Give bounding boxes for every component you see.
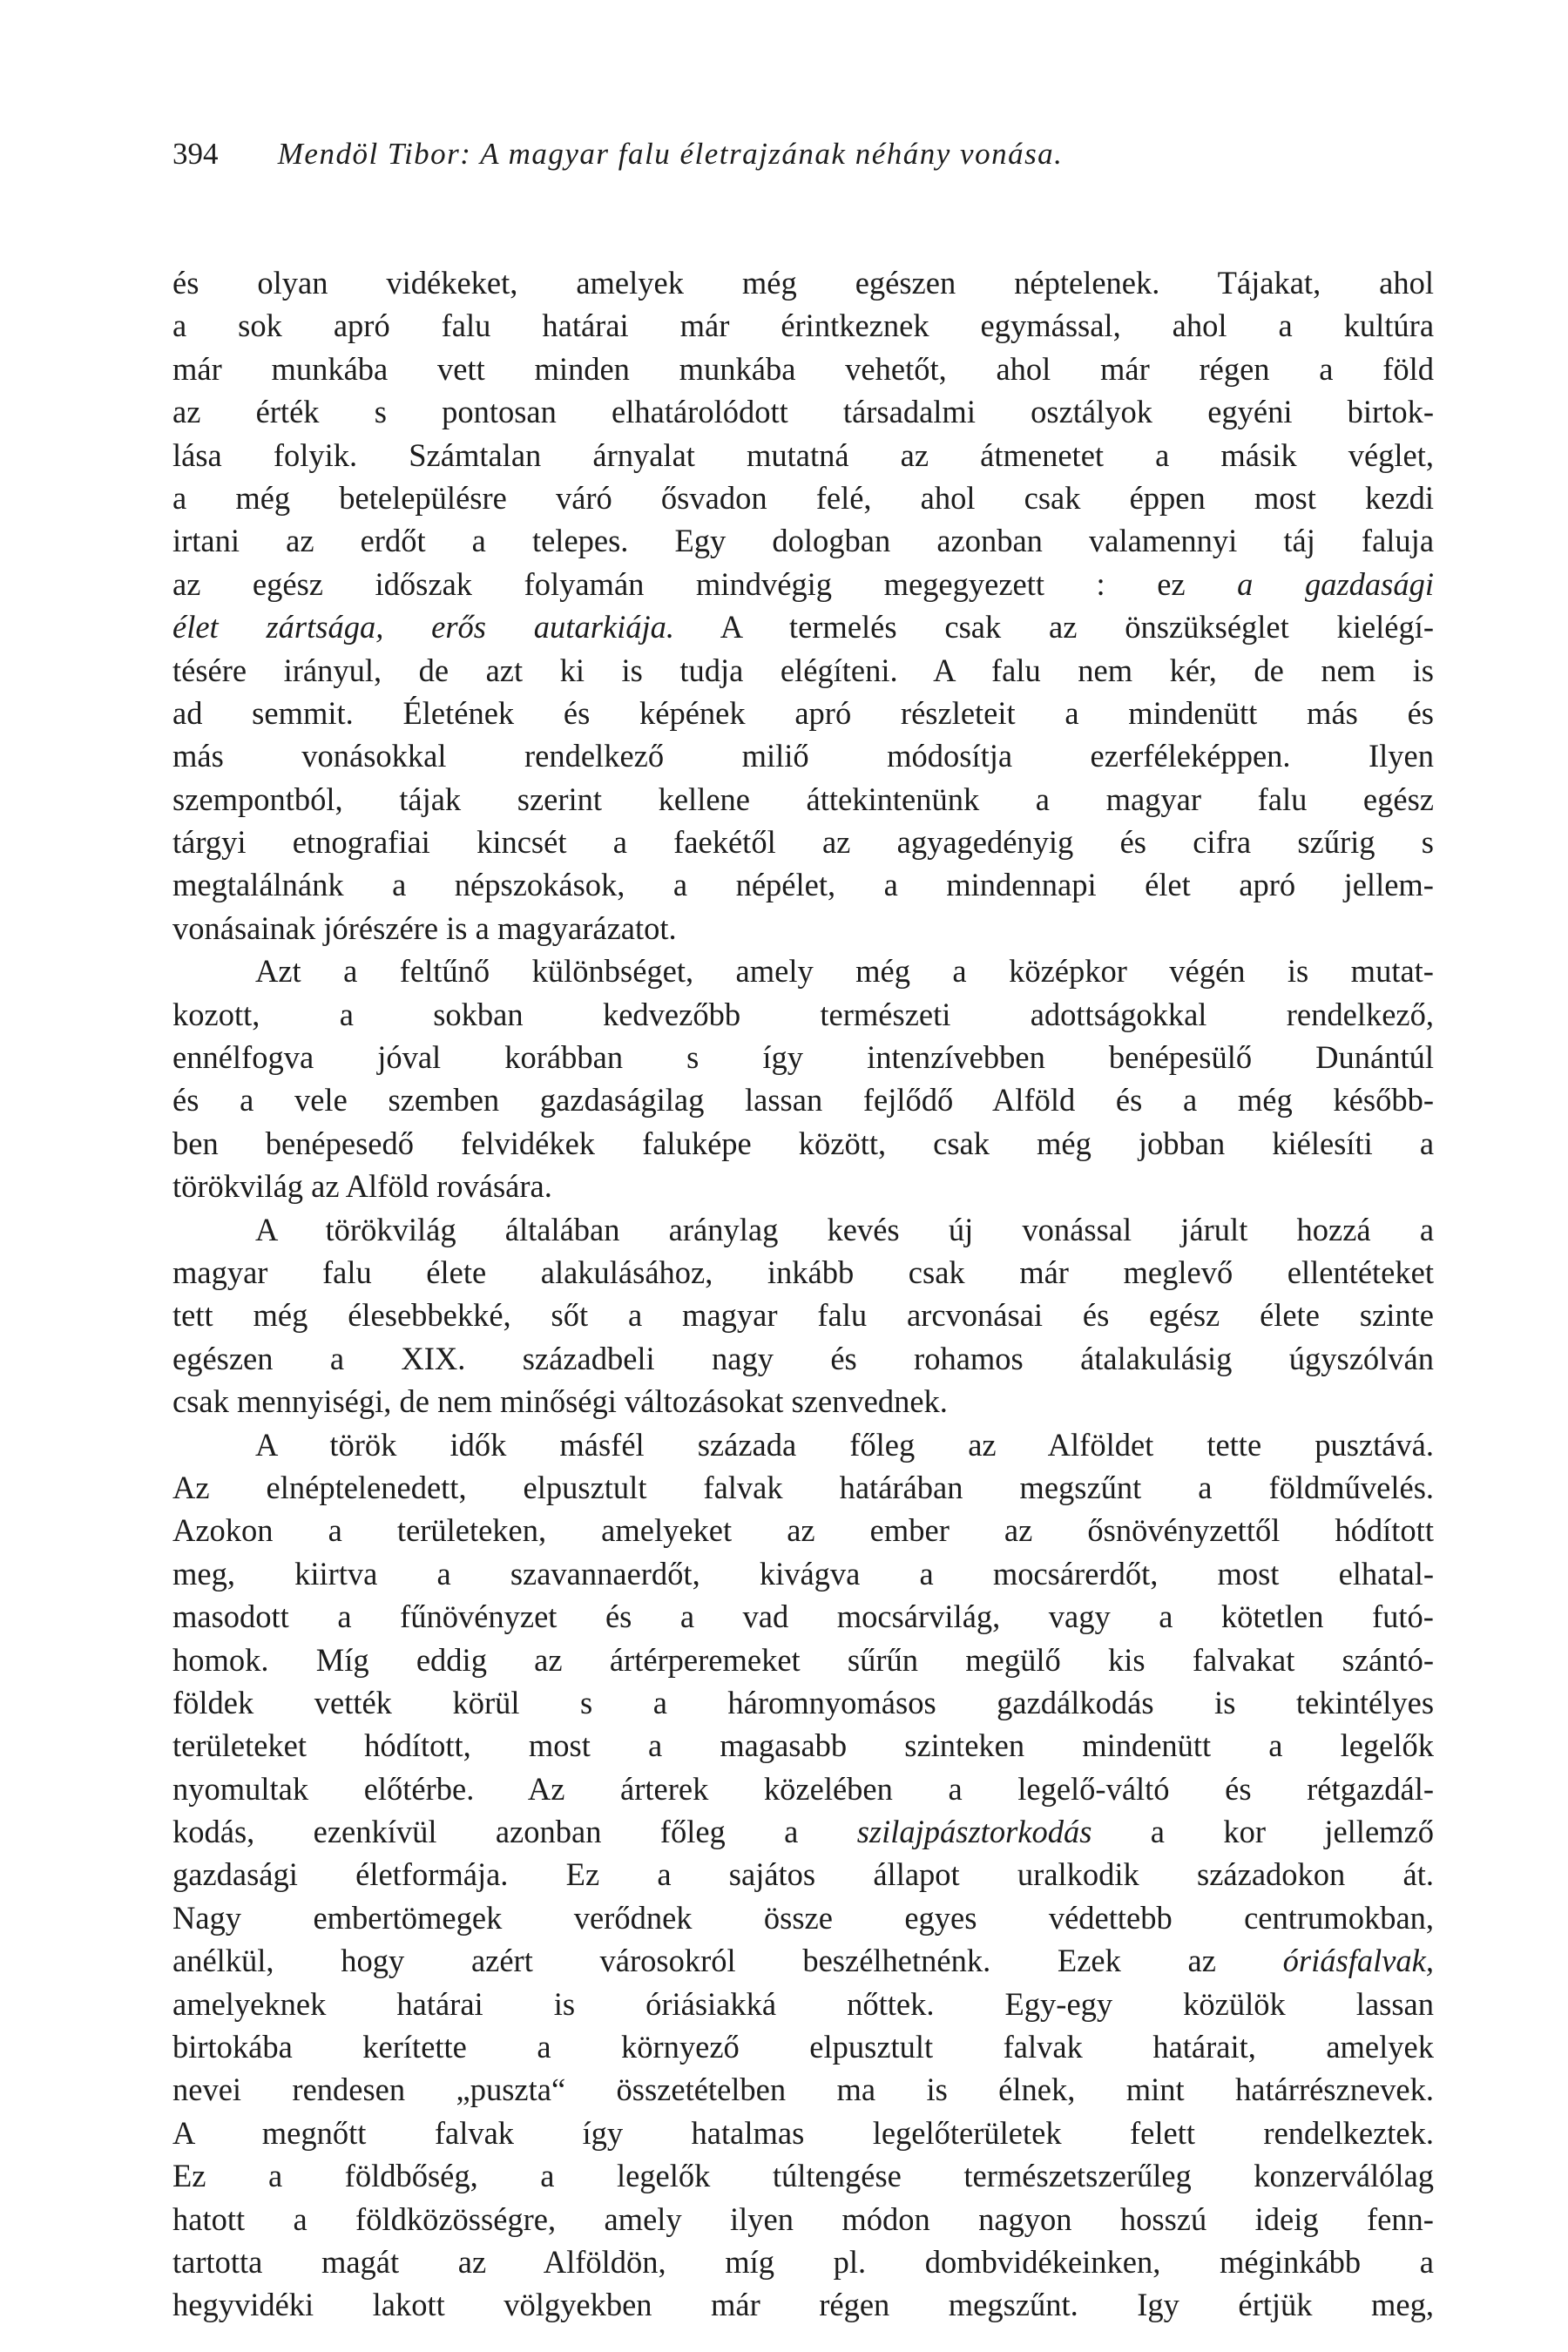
- text-line: [172, 692, 1434, 734]
- text-line: [172, 734, 1434, 777]
- text-line: [172, 390, 1434, 433]
- line-text: Az elnéptelenedett, elpusztult falvak határában megszűnt a földművelés.: [172, 1469, 1435, 1505]
- text-line: [172, 778, 1434, 821]
- running-title: Mendöl Tibor: A magyar falu életrajzának néhány vonása.: [277, 137, 1064, 171]
- text-line: [172, 476, 1434, 519]
- italic-span: élet zártsága, erős autarkiája.: [172, 609, 675, 645]
- line-text: az egész időszak folyamán mindvégig megegyezett : ez: [172, 565, 1238, 602]
- text-line: [172, 605, 1434, 648]
- line-text: anélkül, hogy azért városokról beszélhetnénk. Ezek az: [172, 1943, 1283, 1979]
- text-line: [172, 863, 1434, 906]
- text-line: [172, 434, 1434, 476]
- line-text: már munkába vett minden munkába vehetőt, ahol már régen a föld: [172, 350, 1434, 387]
- line-text: homok. Míg eddig az ártérperemeket sűrűn megülő kis falvakat szántó-: [172, 1641, 1435, 1678]
- line-text: az érték s pontosan elhatárolódott társadalmi osztályok egyéni birtok-: [172, 394, 1435, 430]
- line-text: megtalálnánk a népszokások, a népélet, a mindennapi élet apró jellem-: [172, 867, 1434, 903]
- text-line: [172, 1165, 1434, 1207]
- line-text: egészen a XIX. századbeli nagy és rohamos átalakulásig úgyszólván: [172, 1340, 1434, 1376]
- line-text: A török idők másfél százada főleg az Alföldet tette pusztává.: [255, 1426, 1435, 1463]
- text-line: [172, 1810, 1434, 1853]
- text-line: [172, 304, 1434, 347]
- text-line: [172, 1380, 1434, 1423]
- line-text: ben benépesedő felvidékek faluképe között, csak még jobban kiélesíti a: [172, 1125, 1435, 1161]
- line-text: meg, kiirtva a szavannaerdőt, kivágva a mocsárerdőt, most elhatal-: [172, 1555, 1435, 1592]
- line-text: csak mennyiségi, de nem minőségi változásokat szenvednek.: [172, 1383, 948, 1420]
- text-line: [172, 950, 1434, 992]
- text-line: [172, 1767, 1434, 1810]
- line-text: tett még élesebbekké, sőt a magyar falu arcvonásai és egész élete szinte: [172, 1297, 1434, 1334]
- line-text: és olyan vidékeket, amelyek még egészen néptelenek. Tájakat, ahol: [172, 265, 1434, 301]
- line-text: területeket hódított, most a magasabb szinteken mindenütt a legelők: [172, 1727, 1435, 1764]
- line-text: tésére irányul, de azt ki is tudja elégíteni. A falu nem kér, de nem is: [172, 652, 1435, 688]
- line-text: vonásainak jórészére is a magyarázatot.: [172, 909, 677, 946]
- line-text: masodott a fűnövényzet és a vad mocsárvilág, vagy a kötetlen futó-: [172, 1598, 1434, 1635]
- line-text: ad semmit. Életének és képének apró részleteit a mindenütt más és: [172, 694, 1434, 731]
- line-text: tartotta magát az Alföldön, míg pl. dombvidékeinken, méginkább a: [172, 2243, 1434, 2280]
- text-line: [172, 1639, 1434, 1681]
- text-line: [172, 1208, 1434, 1251]
- text-line: [172, 1595, 1434, 1638]
- line-text: hegyvidéki lakott völgyekben már régen megszűnt. Igy értjük meg,: [172, 2287, 1434, 2323]
- text-line: [172, 1552, 1434, 1595]
- line-text: Nagy embertömegek verődnek össze egyes védettebb centrumokban,: [172, 1899, 1435, 1936]
- text-line: [172, 2112, 1434, 2154]
- line-text: Ez a földbőség, a legelők túltengése természetszerűleg konzerválólag: [172, 2158, 1435, 2194]
- line-text: más vonásokkal rendelkező miliő módosítja ezerféleképpen. Ilyen: [172, 738, 1434, 774]
- text-line: [172, 1251, 1434, 1294]
- text-line: [172, 563, 1434, 605]
- text-line: [172, 1036, 1434, 1078]
- text-line: [172, 1724, 1434, 1767]
- line-text: A törökvilág általában aránylag kevés új vonással járult hozzá a: [255, 1211, 1435, 1247]
- text-line: [172, 2025, 1434, 2068]
- line-text: a sok apró falu határai már érintkeznek egymással, ahol a kultúra: [172, 308, 1435, 344]
- line-text: lása folyik. Számtalan árnyalat mutatná az átmenetet a másik véglet,: [172, 436, 1435, 473]
- text-line: [172, 1896, 1434, 1939]
- line-text: földek vették körül s a háromnyomásos gazdálkodás is tekintélyes: [172, 1684, 1435, 1720]
- italic-span: a gazdasági: [1237, 565, 1435, 602]
- line-text: kozott, a sokban kedvezőbb természeti adottságokkal rendelkező,: [172, 996, 1434, 1032]
- line-text: A termelés csak az önszükséglet kielégí-: [674, 609, 1435, 645]
- text-line: [172, 519, 1434, 562]
- italic-span: szilajpásztorkodás: [856, 1814, 1092, 1850]
- italic-span: óriásfalvak,: [1282, 1943, 1434, 1979]
- text-line: [172, 348, 1434, 390]
- text-line: [172, 1466, 1434, 1509]
- page-number: 394: [172, 137, 219, 171]
- text-line: [172, 1122, 1434, 1165]
- running-header: [172, 132, 1427, 176]
- text-line: [172, 2198, 1434, 2240]
- text-line: [172, 649, 1434, 692]
- text-line: [172, 1337, 1434, 1380]
- line-text: magyar falu élete alakulásához, inkább csak már meglevő ellentéteket: [172, 1254, 1434, 1290]
- line-text: nevei rendesen „puszta“ összetételben ma is élnek, mint határrésznevek.: [172, 2072, 1434, 2108]
- line-text: szempontból, tájak szerint kellene áttekintenünk a magyar falu egész: [172, 781, 1434, 817]
- text-line: [172, 1983, 1434, 2025]
- line-text: a még betelepülésre váró ősvadon felé, ahol csak éppen most kezdi: [172, 479, 1435, 516]
- text-line: [172, 2283, 1434, 2326]
- text-line: [172, 2154, 1434, 2197]
- text-line: [172, 1681, 1434, 1724]
- line-text: Azt a feltűnő különbséget, amely még a középkor végén is mutat-: [255, 953, 1434, 990]
- text-line: [172, 1939, 1434, 1982]
- line-text: irtani az erdőt a telepes. Egy dologban azonban valamennyi táj faluja: [172, 523, 1435, 559]
- line-text: ennélfogva jóval korábban s így intenzívebben benépesülő Dunántúl: [172, 1039, 1434, 1076]
- line-text: birtokába kerítette a környező elpusztult falvak határait, amelyek: [172, 2029, 1434, 2065]
- line-text: nyomultak előtérbe. Az árterek közelében a legelő-váltó és rétgazdál-: [172, 1770, 1434, 1807]
- line-text: hatott a földközösségre, amely ilyen módon nagyon hosszú ideig fenn-: [172, 2200, 1434, 2237]
- line-text: a kor jellemző: [1092, 1814, 1434, 1850]
- line-text: amelyeknek határai is óriásiakká nőttek. Egy-egy közülök lassan: [172, 1985, 1435, 2022]
- text-line: [172, 907, 1434, 950]
- text-line: [172, 821, 1434, 863]
- line-text: Azokon a területeken, amelyeket az ember az ősnövényzettől hódított: [172, 1512, 1434, 1549]
- line-text: törökvilág az Alföld rovására.: [172, 1168, 552, 1205]
- text-line: [172, 1509, 1434, 1551]
- line-text: tárgyi etnografiai kincsét a faekétől az agyagedényig és cifra szűrig s: [172, 824, 1434, 861]
- text-line: [172, 993, 1434, 1036]
- line-text: kodás, ezenkívül azonban főleg a: [172, 1814, 857, 1850]
- text-line: [172, 2068, 1434, 2111]
- line-text: és a vele szemben gazdaságilag lassan fejlődő Alföld és a még később-: [172, 1082, 1434, 1119]
- text-line: [172, 261, 1434, 304]
- text-line: [172, 2240, 1434, 2283]
- body-text: [172, 261, 1434, 2327]
- text-line: [172, 1853, 1434, 1896]
- line-text: A megnőtt falvak így hatalmas legelőterületek felett rendelkeztek.: [172, 2114, 1434, 2151]
- text-line: [172, 1423, 1434, 1466]
- line-text: gazdasági életformája. Ez a sajátos állapot uralkodik századokon át.: [172, 1856, 1434, 1893]
- text-line: [172, 1078, 1434, 1121]
- text-line: [172, 1294, 1434, 1336]
